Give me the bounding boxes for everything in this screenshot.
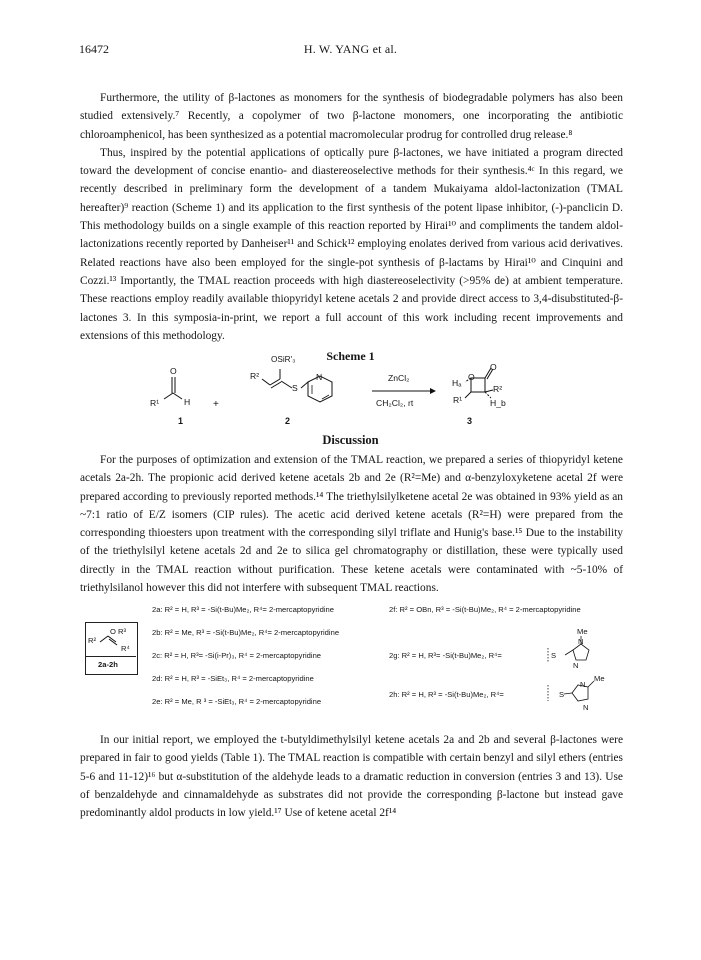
lactone-ha: Hₐ [452, 378, 462, 388]
compound-label-3: 3 [467, 416, 473, 426]
2g-n1: N [578, 637, 584, 646]
2h-s: S [559, 690, 565, 699]
box-r2: R² [88, 636, 97, 645]
paragraph-1: Furthermore, the utility of β-lactones as monomers for the synthesis of biodegradable polymers has also been studied extensively.⁷ Recently, a copolymer of two β-lactone monomers, one incorporating the antibiotic chloroamphenicol, has been synthesized as a potential macromolecular prodrug for controlled drug release.⁸ [80, 92, 623, 141]
2g-n2: N [573, 661, 579, 670]
atom-r2: R² [250, 371, 260, 381]
box-label: 2a-2h [98, 660, 118, 669]
entry-2b: 2b: R² = Me, R³ = -Si(t-Bu)Me₂, R⁴= 2-mercaptopyridine [152, 628, 340, 637]
box-r3: R³ [118, 627, 127, 636]
lactone-r2: R² [493, 384, 503, 394]
atom-osir3: OSiR'₃ [271, 355, 296, 364]
reagent-top: ZnCl₂ [388, 373, 410, 383]
paragraph-3: For the purposes of optimization and extension of the TMAL reaction, we prepared a series of thiopyridyl ketene acetals 2a-2h. The propionic acid derived ketene acetals 2b and 2e (R²=Me) and α-benzyloxyketene acetal 2f were prepared according to previously reported methods.¹⁴ The triethylsilylketene acetal 2e was obtained in 93% yield as an ~7:1 ratio of E/Z isomers (CIP rules). The acetic acid derived ketene acetals (R²=H) were prepared from the corresponding thioesters upon treatment with the corresponding silyl triflate and Hunig's base.¹⁵ Due to the instability of the triethylsilyl ketene acetals 2d and 2e to silica gel chromatography or distillation, these were typically used directly in the TMAL reaction without purification. These ketene acetals were contaminated with ~5-10% of triethylsilanol however this did not interfere with subsequent TMAL reactions. [80, 454, 623, 595]
entry-2f: 2f: R² = OBn, R³ = -Si(t-Bu)Me₂, R⁴ = 2-mercaptopyridine [389, 605, 581, 614]
reagent-bottom: CH₂Cl₂, rt [376, 398, 414, 408]
discussion-section [80, 451, 623, 597]
results-section [80, 731, 623, 822]
beta-lactone-structure [445, 360, 525, 420]
plus-sign: + [213, 399, 219, 410]
running-header-authors: H. W. YANG et al. [303, 42, 398, 56]
atom-n: N [316, 372, 323, 382]
discussion-heading: Discussion [322, 433, 379, 447]
entry-2g: 2g: R² = H, R³= -Si(t-Bu)Me₂, R⁴= [389, 651, 502, 660]
methylimidazolyl-thio-2h [542, 673, 602, 713]
compound-label-1: 1 [178, 416, 184, 426]
lactone-ring-o: O [468, 372, 475, 382]
paragraph-4: In our initial report, we employed the t-butyldimethylsilyl ketene acetals 2a and 2b and several β-lactones were prepared in fair to good yields (Table 1). The TMAL reaction is compatible with certain benzyl and silyl ethers (entries 5-6 and 11-12)¹⁶ but α-substitution of the aldehyde leads to a dramatic reduction in conversion (entries 3 and 13). Use of benzaldehyde and cinnamaldehyde as substrates did not provide the corresponding β-lactone but instead gave predominantly aldol products in low yield.¹⁷ Use of ketene acetal 2f¹⁴ [80, 734, 623, 820]
atom-o: O [170, 366, 177, 376]
reaction-arrow [370, 386, 440, 396]
2h-me: Me [594, 674, 605, 683]
lactone-hb: H_b [490, 398, 506, 408]
entry-2e: 2e: R² = Me, R ³ = -SiEt₃, R⁴ = 2-mercaptopyridine [152, 697, 322, 706]
2g-me: Me [577, 627, 588, 636]
paragraph-2: Thus, inspired by the potential applications of optically pure β-lactones, we have initiated a program directed toward the development of concise enantio- and diastereoselective methods for their synthesis.⁴ᶜ In this regard, we recently described in preliminary form the development of a tandem Mukaiyama aldol-lactonization (TMAL hereafter)⁹ reaction (Scheme 1) and its application to the first synthesis of the potent lipase inhibitor, (-)-panclicin D. This methodology builds on a single example of this reaction reported by Hirai¹⁰ and compliments the tandem aldol-lactonizations recently reported by Danheiser¹¹ and Schick¹² employing enolates derived from various acid derivatives. Related reactions have also been employed for the single-pot synthesis of β-lactams by Hirai¹⁰ and Cinquini and Cozzi.¹³ Importantly, the TMAL reaction proceeds with high diastereoselectivity (>95% de) at ambient temperature. These reactions employ readily available thiopyridyl ketene acetals 2 and provide direct access to 3,4-disubstituted-β-lactones 3. In this symposia-in-print, we report a full account of this work including recent improvements and extensions of this methodology. [80, 146, 623, 342]
entry-2a: 2a: R² = H, R³ = -Si(t-Bu)Me₂, R⁴= 2-mercaptopyridine [152, 605, 334, 614]
2g-s: S [551, 651, 557, 660]
lactone-carbonyl-o: O [490, 362, 497, 372]
atom-h: H [184, 397, 191, 407]
box-r4: R⁴ [121, 644, 130, 653]
intro-section [80, 89, 623, 345]
scheme-title: Scheme 1 [326, 349, 375, 363]
atom-s: S [292, 383, 298, 393]
entry-2h: 2h: R² = H, R³ = -Si(t-Bu)Me₂, R⁴= [389, 690, 504, 699]
box-o: O [110, 627, 116, 636]
entry-2c: 2c: R² = H, R³= -Si(i-Pr)₃, R⁴ = 2-mercaptopyridine [152, 651, 322, 660]
atom-r1: R¹ [150, 398, 160, 408]
entry-2d: 2d: R² = H, R³ = -SiEt₃, R⁴ = 2-mercaptopyridine [152, 674, 314, 683]
compound-label-2: 2 [285, 416, 291, 426]
box-divider [85, 656, 136, 657]
lactone-r1: R¹ [453, 395, 463, 405]
page-number: 16472 [79, 42, 109, 56]
2h-n1: N [580, 680, 586, 689]
2h-n2: N [583, 703, 589, 712]
